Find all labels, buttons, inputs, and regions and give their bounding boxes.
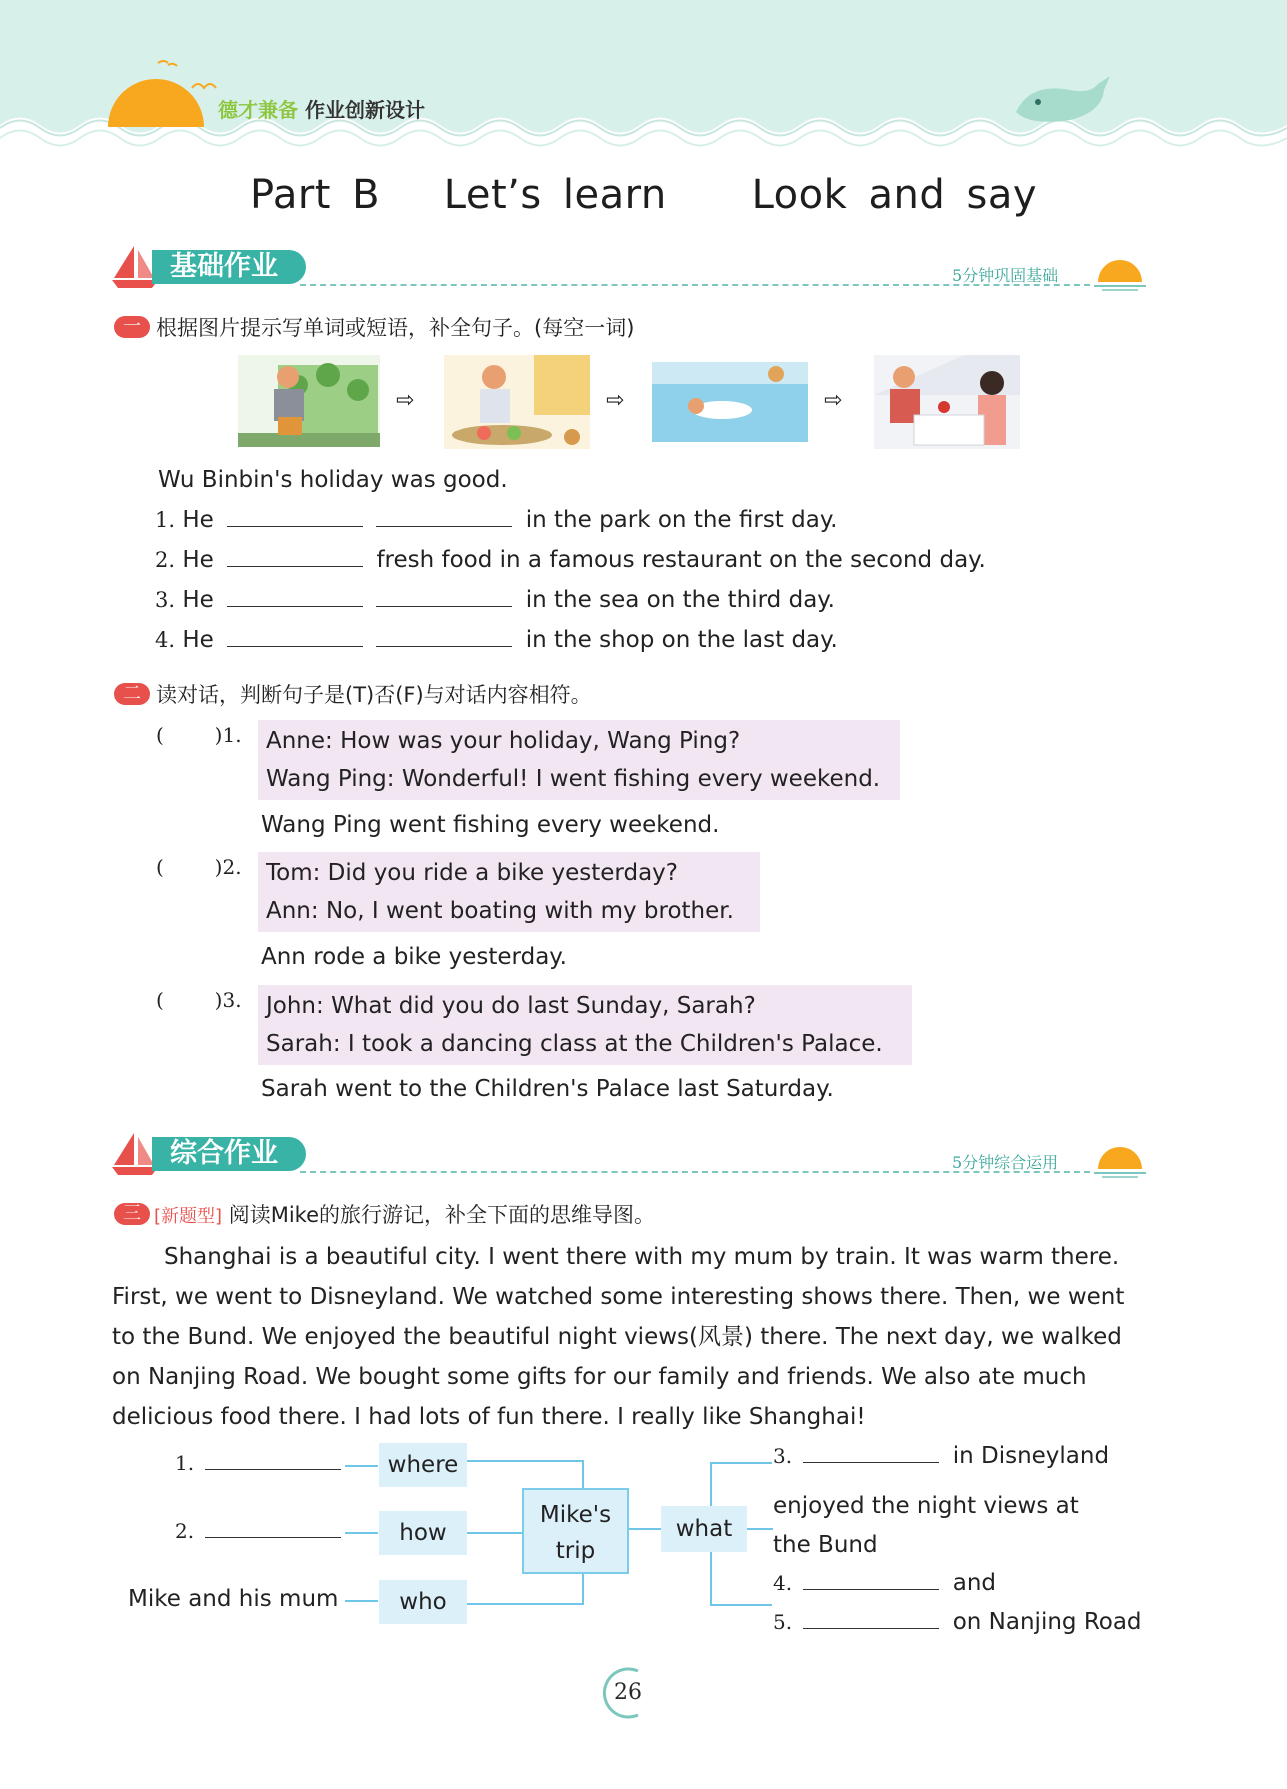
map-line — [466, 1603, 582, 1605]
arrow-icon: ⇨ — [396, 388, 415, 413]
question-3-badge: 三 — [114, 1203, 150, 1225]
page-title: Part B Let’s learn Look and say — [250, 172, 1037, 218]
map-blank-4 — [773, 1570, 996, 1596]
dialogue-line: Tom: Did you ride a bike yesterday? — [266, 860, 679, 886]
new-type-tag: [新题型] — [154, 1206, 223, 1227]
map-blank-3 — [773, 1443, 1109, 1469]
picture-restaurant — [444, 355, 590, 449]
item-number: 3. — [155, 588, 176, 612]
tf-answer-paren[interactable]: ( )3. — [156, 988, 242, 1012]
map-line — [629, 1528, 661, 1530]
item-pre: He — [182, 547, 214, 573]
item-pre: He — [182, 507, 214, 533]
map-line — [710, 1604, 772, 1606]
dialogue-line: Wang Ping: Wonderful! I went fishing every weekend. — [266, 766, 881, 792]
picture-swimming — [652, 362, 808, 442]
item-post: in the park on the first day. — [525, 507, 838, 533]
q1-item-4 — [155, 627, 838, 653]
map-line — [710, 1462, 712, 1510]
question-1-instruction: 根据图片提示写单词或短语，补全句子。(每空一词) — [156, 316, 635, 340]
map-line — [582, 1574, 584, 1605]
picture-shop — [874, 355, 1020, 449]
item-post: fresh food in a famous restaurant on the second day. — [376, 547, 986, 573]
tf-statement: Ann rode a bike yesterday. — [261, 944, 567, 970]
center-line-1: Mike's — [539, 1502, 612, 1528]
map-line — [466, 1532, 522, 1534]
passage-line: to the Bund. We enjoyed the beautiful night views(风景) there. The next day, we walked — [112, 1324, 1122, 1350]
map-enjoy-line-1: enjoyed the night views at — [773, 1493, 1079, 1519]
map-line — [710, 1462, 772, 1464]
map-node-center — [522, 1488, 629, 1574]
map-line — [345, 1600, 378, 1602]
answer-blank[interactable] — [376, 605, 512, 607]
map-line — [582, 1460, 584, 1488]
blank-number: 5. — [773, 1610, 793, 1634]
item-number: 2. — [155, 548, 176, 572]
dialogue-box — [258, 852, 760, 932]
map-node-where: where — [379, 1443, 467, 1487]
sunset-icon — [1092, 252, 1148, 292]
center-line-2: trip — [555, 1538, 596, 1564]
blank-number: 1. — [175, 1451, 195, 1475]
answer-blank[interactable] — [227, 605, 363, 607]
item-pre: He — [182, 627, 214, 653]
map-node-how: how — [379, 1511, 467, 1555]
tf-statement: Wang Ping went fishing every weekend. — [261, 812, 720, 838]
picture-park-photo — [238, 355, 380, 447]
map-blank-5 — [773, 1609, 1142, 1635]
passage — [112, 1237, 1146, 1437]
dialogue-line: Anne: How was your holiday, Wang Ping? — [266, 728, 741, 754]
section-basic-tag: 基础作业 — [152, 250, 306, 284]
blank-post: in Disneyland — [952, 1443, 1110, 1469]
answer-blank[interactable] — [205, 1468, 341, 1470]
blank-number: 3. — [773, 1444, 793, 1468]
answer-blank[interactable] — [376, 525, 512, 527]
page-number: 26 — [614, 1680, 642, 1705]
tf-statement: Sarah went to the Children's Palace last Saturday. — [261, 1076, 834, 1102]
tf-answer-paren[interactable]: ( )2. — [156, 855, 242, 879]
answer-blank[interactable] — [803, 1461, 939, 1463]
answer-blank[interactable] — [803, 1588, 939, 1590]
dialogue-box — [258, 985, 912, 1065]
passage-line: on Nanjing Road. We bought some gifts for our family and friends. We also ate much — [112, 1364, 1087, 1390]
dialogue-line: Ann: No, I went boating with my brother. — [266, 898, 734, 924]
question-2-instruction: 读对话，判断句子是(T)否(F)与对话内容相符。 — [156, 683, 592, 707]
map-who-answer: Mike and his mum — [128, 1586, 339, 1612]
answer-blank[interactable] — [376, 645, 512, 647]
answer-blank[interactable] — [227, 645, 363, 647]
map-node-what: what — [661, 1506, 747, 1552]
section-comprehensive-time: 5分钟综合运用 — [952, 1153, 1059, 1172]
passage-line: delicious food there. I had lots of fun there. I really like Shanghai! — [112, 1404, 866, 1430]
q1-item-3 — [155, 587, 835, 613]
dialogue-line: John: What did you do last Sunday, Sarah? — [266, 993, 756, 1019]
question-3-header — [154, 1199, 655, 1229]
brand-green: 德才兼备 — [218, 98, 298, 122]
sunset-icon — [1092, 1139, 1148, 1179]
dialogue-box — [258, 720, 900, 800]
map-node-who: who — [379, 1580, 467, 1624]
arrow-icon: ⇨ — [606, 388, 625, 413]
item-number: 1. — [155, 508, 176, 532]
map-line — [345, 1465, 378, 1467]
q1-item-1 — [155, 507, 837, 533]
brand-dark: 作业创新设计 — [304, 98, 425, 122]
dialogue-line: Sarah: I took a dancing class at the Children's Palace. — [266, 1031, 883, 1057]
answer-blank[interactable] — [227, 565, 363, 567]
item-pre: He — [182, 587, 214, 613]
map-line — [710, 1548, 712, 1604]
question-1-intro: Wu Binbin's holiday was good. — [158, 467, 508, 493]
blank-post: and — [952, 1570, 996, 1596]
blank-number: 2. — [175, 1519, 195, 1543]
q1-item-2 — [155, 547, 986, 573]
tf-answer-paren[interactable]: ( )1. — [156, 723, 242, 747]
bird-icon — [190, 78, 220, 98]
answer-blank[interactable] — [803, 1627, 939, 1629]
map-line — [345, 1532, 378, 1534]
map-enjoy-line-2: the Bund — [773, 1532, 878, 1558]
answer-blank[interactable] — [227, 525, 363, 527]
question-1-badge: 一 — [114, 316, 150, 338]
question-3-instruction: 阅读Mike的旅行游记，补全下面的思维导图。 — [228, 1203, 656, 1227]
question-2-badge: 二 — [114, 683, 150, 705]
item-post: in the shop on the last day. — [525, 627, 838, 653]
answer-blank[interactable] — [205, 1536, 341, 1538]
item-post: in the sea on the third day. — [525, 587, 835, 613]
item-number: 4. — [155, 628, 176, 652]
brand-title — [218, 94, 425, 123]
map-blank-2 — [175, 1518, 341, 1544]
map-line — [466, 1460, 582, 1462]
map-line — [747, 1528, 773, 1530]
whale-icon — [1010, 72, 1115, 132]
blank-post: on Nanjing Road — [952, 1609, 1142, 1635]
passage-line: Shanghai is a beautiful city. I went there with my mum by train. It was warm there. — [164, 1244, 1120, 1270]
section-comprehensive-tag: 综合作业 — [152, 1137, 306, 1171]
blank-number: 4. — [773, 1571, 793, 1595]
arrow-icon: ⇨ — [824, 388, 843, 413]
passage-line: First, we went to Disneyland. We watched some interesting shows there. Then, we went — [112, 1284, 1125, 1310]
map-blank-1 — [175, 1450, 341, 1476]
section-basic-time: 5分钟巩固基础 — [952, 266, 1059, 285]
